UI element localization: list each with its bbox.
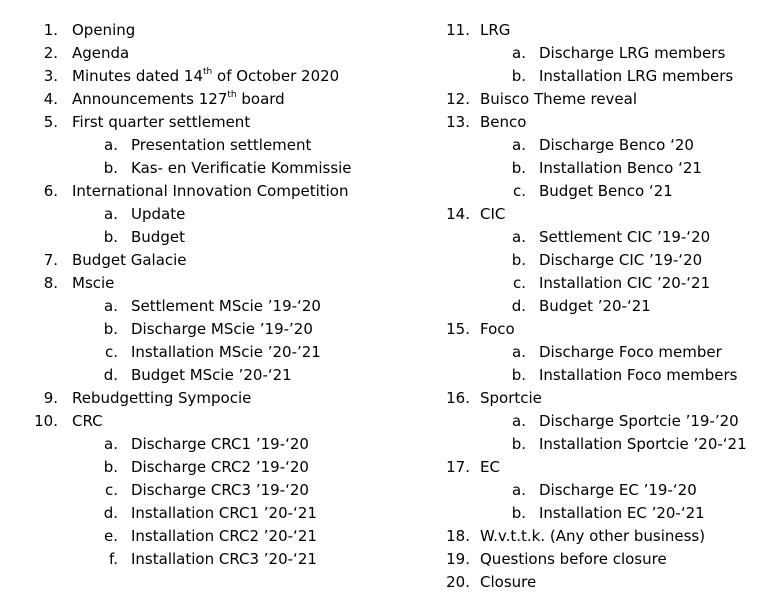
item-text: Opening	[72, 21, 136, 39]
agenda-item	[430, 88, 767, 111]
agenda-item	[430, 19, 767, 42]
item-text: Installation CRC2 ’20-‘21	[131, 527, 317, 545]
item-text: Budget Benco ‘21	[539, 182, 673, 200]
item-text: CRC	[72, 412, 103, 430]
item-text: First quarter settlement	[72, 113, 251, 131]
item-text: Installation CRC1 ’20-‘21	[131, 504, 317, 522]
item-number: c.	[512, 182, 526, 200]
agenda-item	[0, 249, 420, 272]
item-text: Closure	[480, 573, 537, 591]
agenda-subitem	[0, 226, 420, 249]
agenda-item	[0, 387, 420, 410]
agenda-subitem	[0, 203, 420, 226]
agenda-subitem	[430, 157, 767, 180]
agenda-item	[0, 410, 420, 433]
agenda-subitem	[430, 272, 767, 295]
agenda-subitem	[0, 525, 420, 548]
agenda-subitem	[0, 433, 420, 456]
agenda-subitem	[0, 456, 420, 479]
item-number: 10.	[34, 412, 58, 430]
agenda-item	[0, 42, 420, 65]
item-text: Agenda	[72, 44, 130, 62]
item-number: f.	[109, 550, 118, 568]
item-number: d.	[511, 297, 526, 315]
item-text: Discharge CRC1 ’19-‘20	[131, 435, 309, 453]
item-text: Budget ’20-‘21	[539, 297, 651, 315]
item-number: b.	[511, 67, 526, 85]
agenda-subitem	[430, 364, 767, 387]
item-text: Settlement MScie ’19-‘20	[131, 297, 321, 315]
agenda-item	[0, 19, 420, 42]
item-text: Settlement CIC ’19-‘20	[539, 228, 711, 246]
item-number: a.	[104, 435, 118, 453]
agenda-item	[430, 318, 767, 341]
item-number: 9.	[43, 389, 58, 407]
item-text: Buisco Theme reveal	[480, 90, 638, 108]
item-text: International Innovation Competition	[72, 182, 349, 200]
item-text: Installation Benco ‘21	[539, 159, 702, 177]
agenda-left-column	[0, 19, 420, 571]
item-number: d.	[103, 504, 118, 522]
agenda-item	[0, 111, 420, 134]
agenda-subitem	[430, 479, 767, 502]
item-number: a.	[512, 412, 526, 430]
item-number: 14.	[446, 205, 470, 223]
item-text: Benco	[480, 113, 527, 131]
item-number: a.	[104, 205, 118, 223]
agenda-subitem	[0, 134, 420, 157]
agenda-subitem	[0, 364, 420, 387]
agenda-subitem	[430, 410, 767, 433]
item-number: c.	[104, 481, 118, 499]
item-number: 18.	[446, 527, 470, 545]
item-text: Update	[131, 205, 186, 223]
agenda-item	[430, 525, 767, 548]
item-text: Foco	[480, 320, 515, 338]
item-number: b.	[511, 435, 526, 453]
item-text: Budget Galacie	[72, 251, 187, 269]
item-number: 7.	[43, 251, 58, 269]
item-number: 12.	[446, 90, 470, 108]
item-text: CIC	[480, 205, 506, 223]
item-number: 15.	[446, 320, 470, 338]
agenda-subitem	[0, 295, 420, 318]
item-number: 8.	[43, 274, 58, 292]
item-number: 20.	[446, 573, 470, 591]
agenda-subitem	[430, 502, 767, 525]
item-number: 6.	[43, 182, 58, 200]
item-text: Budget MScie ’20-‘21	[131, 366, 292, 384]
item-text: Rebudgetting Sympocie	[72, 389, 252, 407]
item-number: b.	[511, 159, 526, 177]
item-number: a.	[512, 228, 526, 246]
agenda-subitem	[0, 548, 420, 571]
agenda-item	[0, 272, 420, 295]
agenda-subitem	[430, 65, 767, 88]
item-number: b.	[103, 228, 118, 246]
agenda-subitem	[430, 341, 767, 364]
item-text: Installation MScie ’20-’21	[131, 343, 321, 361]
item-text: Installation CRC3 ’20-‘21	[131, 550, 317, 568]
item-text: Questions before closure	[480, 550, 667, 568]
agenda-subitem	[430, 180, 767, 203]
item-text: W.v.t.t.k. (Any other business)	[480, 527, 706, 545]
item-number: a.	[104, 297, 118, 315]
item-text: Discharge CIC ’19-‘20	[539, 251, 703, 269]
item-number: b.	[103, 159, 118, 177]
agenda-subitem	[430, 249, 767, 272]
agenda-item	[0, 65, 420, 88]
item-text: Minutes dated 14th of October 2020	[72, 67, 340, 85]
item-text: Sportcie	[480, 389, 542, 407]
agenda-item	[430, 548, 767, 571]
item-text: Budget	[131, 228, 185, 246]
item-text: Discharge CRC3 ’19-‘20	[131, 481, 309, 499]
agenda-subitem	[430, 134, 767, 157]
agenda-item	[430, 456, 767, 479]
item-text: Kas- en Verificatie Kommissie	[131, 159, 352, 177]
item-number: a.	[512, 44, 526, 62]
item-text: Discharge Foco member	[539, 343, 722, 361]
item-number: b.	[511, 251, 526, 269]
item-number: a.	[104, 136, 118, 154]
item-text: Installation EC ’20-‘21	[539, 504, 705, 522]
item-text: Discharge CRC2 ’19-‘20	[131, 458, 309, 476]
agenda-subitem	[0, 157, 420, 180]
agenda-item	[0, 180, 420, 203]
item-text: Installation Sportcie ’20-‘21	[539, 435, 747, 453]
item-text: Mscie	[72, 274, 115, 292]
agenda-subitem	[430, 433, 767, 456]
agenda-subitem	[0, 318, 420, 341]
item-number: 2.	[43, 44, 58, 62]
item-number: a.	[512, 136, 526, 154]
agenda-item	[430, 203, 767, 226]
item-number: 16.	[446, 389, 470, 407]
item-number: b.	[511, 504, 526, 522]
item-text: Discharge LRG members	[539, 44, 726, 62]
item-number: 3.	[43, 67, 58, 85]
item-text: Installation CIC ’20-‘21	[539, 274, 711, 292]
agenda-subitem	[430, 42, 767, 65]
item-number: 13.	[446, 113, 470, 131]
agenda-item	[430, 571, 767, 594]
item-number: 1.	[43, 21, 58, 39]
item-number: c.	[104, 343, 118, 361]
item-text: EC	[480, 458, 500, 476]
item-text: Installation Foco members	[539, 366, 738, 384]
item-number: 19.	[446, 550, 470, 568]
item-text: Discharge EC ’19-‘20	[539, 481, 697, 499]
agenda-item	[430, 111, 767, 134]
item-number: a.	[512, 343, 526, 361]
item-text: Discharge MScie ’19-’20	[131, 320, 313, 338]
item-number: 5.	[43, 113, 58, 131]
agenda-item	[0, 88, 420, 111]
item-number: 17.	[446, 458, 470, 476]
item-text: Presentation settlement	[131, 136, 312, 154]
item-number: b.	[103, 458, 118, 476]
agenda-subitem	[0, 502, 420, 525]
item-number: c.	[512, 274, 526, 292]
agenda-subitem	[430, 295, 767, 318]
item-number: 11.	[446, 21, 470, 39]
item-number: 4.	[43, 90, 58, 108]
item-number: d.	[103, 366, 118, 384]
item-text: Discharge Sportcie ’19-’20	[539, 412, 739, 430]
item-text: LRG	[480, 21, 511, 39]
agenda-item	[430, 387, 767, 410]
item-text: Installation LRG members	[539, 67, 734, 85]
agenda-subitem	[0, 479, 420, 502]
agenda-subitem	[0, 341, 420, 364]
item-number: b.	[103, 320, 118, 338]
item-number: e.	[104, 527, 118, 545]
item-number: a.	[512, 481, 526, 499]
item-number: b.	[511, 366, 526, 384]
agenda-subitem	[430, 226, 767, 249]
item-text: Discharge Benco ‘20	[539, 136, 694, 154]
agenda-right-column	[430, 19, 767, 594]
item-text: Announcements 127th board	[72, 90, 285, 108]
